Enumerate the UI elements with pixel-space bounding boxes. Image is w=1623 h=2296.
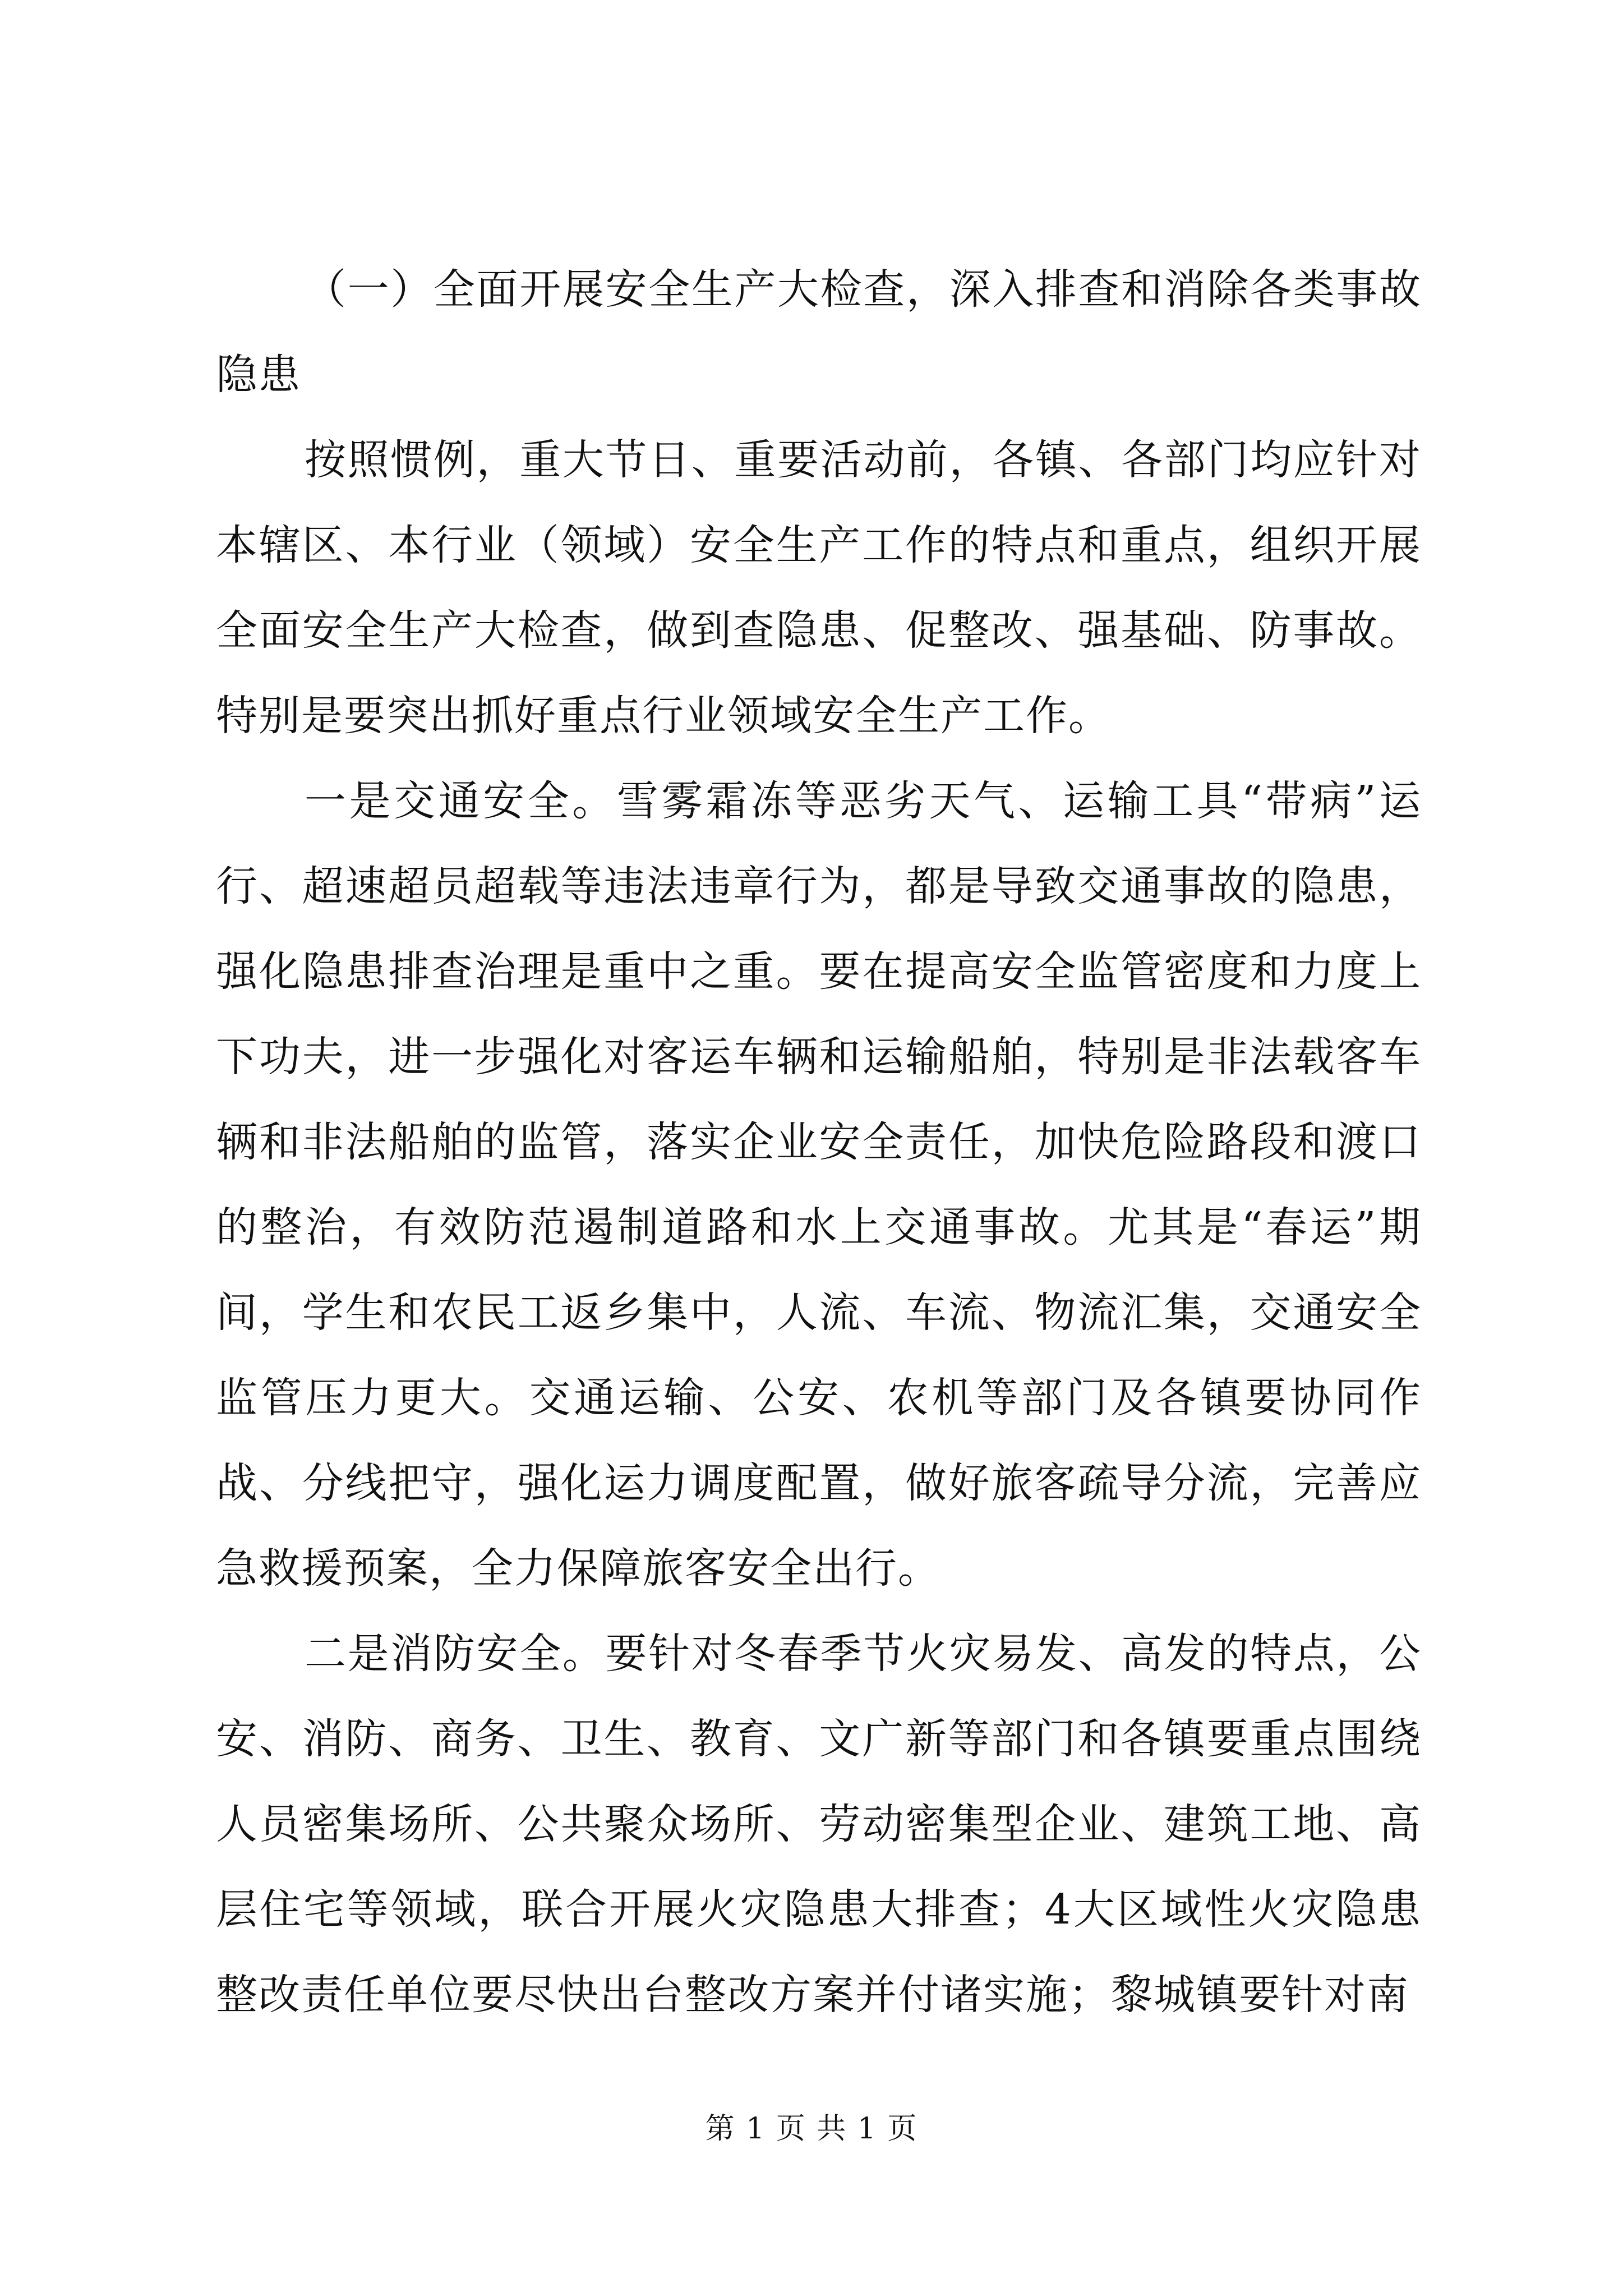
- document-body: [216, 247, 1422, 2037]
- paragraph-traffic-safety: 一是交通安全。雪雾霜冻等恶劣天气、运输工具“带病”运行、超速超员超载等违法违章行为，都是导致交通事故的隐患，强化隐患排查治理是重中之重。要在提高安全监管密度和力度上下功夫，进一步强化对客运车辆和运输船舶，特别是非法载客车辆和非法船舶的监管，落实企业安全责任，加快危险路段和渡口的整治，有效防范遏制道路和水上交通事故。尤其是“春运”期间，学生和农民工返乡集中，人流、车流、物流汇集，交通安全监管压力更大。交通运输、公安、农机等部门及各镇要协同作战、分线把守，强化运力调度配置，做好旅客疏导分流，完善应急救援预案，全力保障旅客安全出行。: [216, 777, 1422, 1593]
- section-heading: （一）全面开展安全生产大检查，深入排查和消除各类事故隐患: [216, 265, 1422, 399]
- paragraph-fire-safety: 二是消防安全。要针对冬春季节火灾易发、高发的特点，公安、消防、商务、卫生、教育、文广新等部门和各镇要重点围绕人员密集场所、公共聚众场所、劳动密集型企业、建筑工地、高层住宅等领域，联合开展火灾隐患大排查；4大区域性火灾隐患整改责任单位要尽快出台整改方案并付诸实施；黎城镇要针对南: [216, 1630, 1422, 2019]
- page-footer: 第 1 页 共 1 页: [705, 2112, 918, 2146]
- paragraph-intro: 按照惯例，重大节日、重要活动前，各镇、各部门均应针对本辖区、本行业（领域）安全生产工作的特点和重点，组织开展全面安全生产大检查，做到查隐患、促整改、强基础、防事故。特别是要突出抓好重点行业领域安全生产工作。: [216, 436, 1422, 740]
